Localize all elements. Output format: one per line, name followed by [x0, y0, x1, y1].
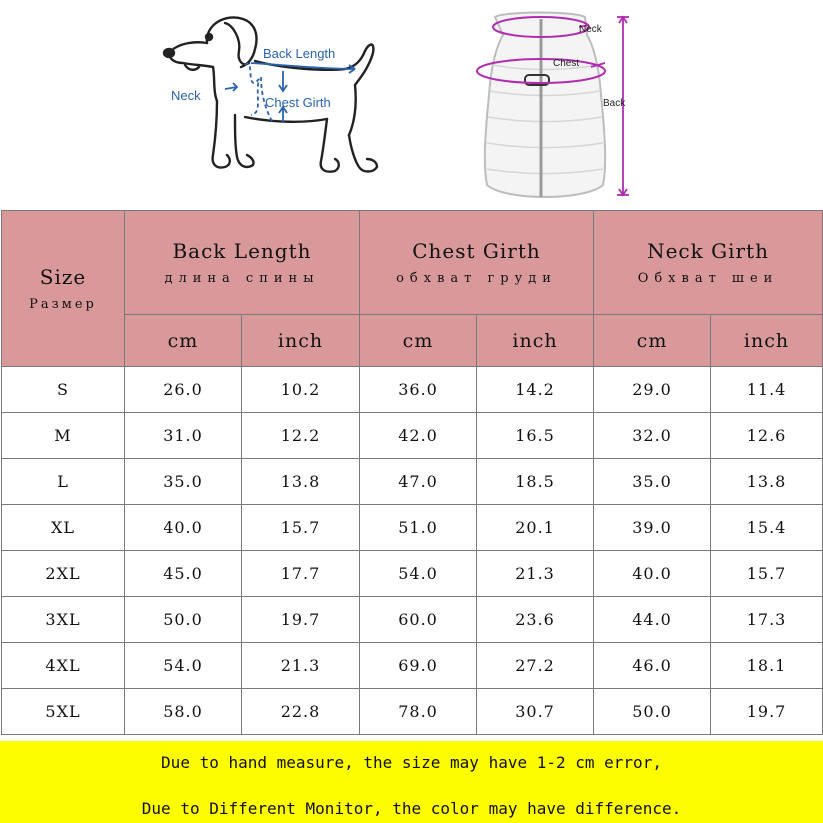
unit-header-cell: inch — [242, 315, 360, 367]
value-cell: 78.0 — [360, 689, 477, 735]
size-header-ru: Размер — [29, 297, 97, 312]
size-cell: L — [2, 459, 125, 505]
value-cell: 45.0 — [125, 551, 242, 597]
value-cell: 17.7 — [242, 551, 360, 597]
size-header-cell — [2, 211, 125, 367]
illustration-area — [0, 0, 823, 208]
value-cell: 18.5 — [477, 459, 594, 505]
unit-header-cell: cm — [594, 315, 711, 367]
vest-label-neck: Neck — [579, 24, 602, 35]
value-cell: 12.2 — [242, 413, 360, 459]
value-cell: 29.0 — [594, 367, 711, 413]
value-cell: 31.0 — [125, 413, 242, 459]
table-row — [2, 367, 823, 413]
footer-line-1: Due to hand measure, the size may have 1-2 cm error, — [161, 753, 662, 772]
vest-label-chest: Chest — [553, 58, 580, 69]
value-cell: 16.5 — [477, 413, 594, 459]
value-cell: 46.0 — [594, 643, 711, 689]
footer-note — [0, 741, 823, 823]
value-cell: 11.4 — [711, 367, 823, 413]
group-header-chest-girth: Chest Girth обхват груди — [360, 211, 594, 315]
size-cell: XL — [2, 505, 125, 551]
vest-label-back: Back — [603, 98, 626, 109]
value-cell: 35.0 — [594, 459, 711, 505]
value-cell: 13.8 — [242, 459, 360, 505]
value-cell: 50.0 — [594, 689, 711, 735]
value-cell: 14.2 — [477, 367, 594, 413]
value-cell: 54.0 — [125, 643, 242, 689]
value-cell: 26.0 — [125, 367, 242, 413]
value-cell: 69.0 — [360, 643, 477, 689]
size-cell: S — [2, 367, 125, 413]
value-cell: 42.0 — [360, 413, 477, 459]
table-row — [2, 551, 823, 597]
size-cell: 5XL — [2, 689, 125, 735]
unit-header-row — [2, 315, 823, 367]
value-cell: 27.2 — [477, 643, 594, 689]
footer-line-2: Due to Different Monitor, the color may have difference. — [141, 799, 682, 818]
table-row — [2, 643, 823, 689]
value-cell: 19.7 — [242, 597, 360, 643]
dog-label-back-length: Back Length — [263, 46, 336, 61]
size-chart-table — [1, 210, 823, 735]
table-row — [2, 689, 823, 735]
dog-label-neck: Neck — [171, 88, 201, 103]
group-header-neck-girth: Neck Girth Обхват шеи — [594, 211, 823, 315]
value-cell: 21.3 — [477, 551, 594, 597]
group-header-back-length: Back Length длина спины — [125, 211, 360, 315]
value-cell: 36.0 — [360, 367, 477, 413]
unit-header-cell: inch — [477, 315, 594, 367]
size-cell: M — [2, 413, 125, 459]
value-cell: 10.2 — [242, 367, 360, 413]
size-cell: 2XL — [2, 551, 125, 597]
value-cell: 60.0 — [360, 597, 477, 643]
value-cell: 54.0 — [360, 551, 477, 597]
size-cell: 3XL — [2, 597, 125, 643]
value-cell: 22.8 — [242, 689, 360, 735]
value-cell: 35.0 — [125, 459, 242, 505]
value-cell: 15.7 — [242, 505, 360, 551]
value-cell: 47.0 — [360, 459, 477, 505]
value-cell: 40.0 — [594, 551, 711, 597]
value-cell: 15.4 — [711, 505, 823, 551]
unit-header-cell: inch — [711, 315, 823, 367]
value-cell: 20.1 — [477, 505, 594, 551]
size-cell: 4XL — [2, 643, 125, 689]
value-cell: 51.0 — [360, 505, 477, 551]
value-cell: 15.7 — [711, 551, 823, 597]
value-cell: 40.0 — [125, 505, 242, 551]
table-row — [2, 413, 823, 459]
vest-illustration — [465, 5, 665, 205]
unit-header-cell: cm — [360, 315, 477, 367]
value-cell: 30.7 — [477, 689, 594, 735]
table-row — [2, 505, 823, 551]
value-cell: 18.1 — [711, 643, 823, 689]
value-cell: 23.6 — [477, 597, 594, 643]
value-cell: 17.3 — [711, 597, 823, 643]
value-cell: 32.0 — [594, 413, 711, 459]
value-cell: 19.7 — [711, 689, 823, 735]
value-cell: 39.0 — [594, 505, 711, 551]
value-cell: 21.3 — [242, 643, 360, 689]
value-cell: 50.0 — [125, 597, 242, 643]
unit-header-cell: cm — [125, 315, 242, 367]
table-row — [2, 597, 823, 643]
table-row — [2, 459, 823, 505]
value-cell: 58.0 — [125, 689, 242, 735]
dog-illustration — [155, 5, 395, 195]
value-cell: 44.0 — [594, 597, 711, 643]
value-cell: 12.6 — [711, 413, 823, 459]
value-cell: 13.8 — [711, 459, 823, 505]
dog-label-chest-girth: Chest Girth — [265, 95, 331, 110]
size-header-en: Size — [39, 265, 87, 289]
